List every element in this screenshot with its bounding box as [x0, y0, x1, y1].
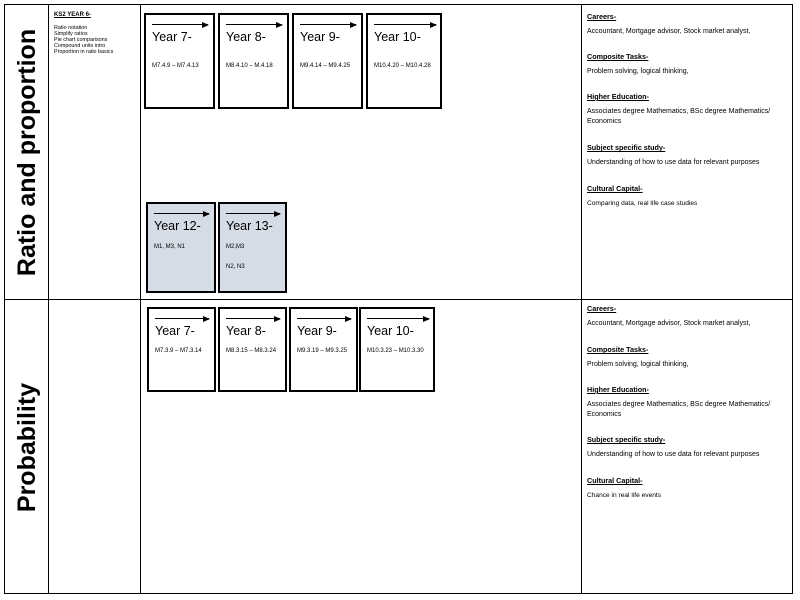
info-heading: Careers-: [587, 304, 617, 313]
year-title: Year 12-: [154, 219, 201, 233]
arrow-icon: [226, 213, 280, 214]
info-entry-subject-study: [587, 143, 787, 168]
topic-label-probability: [8, 300, 48, 594]
info-heading: Higher Education-: [587, 92, 649, 101]
info-heading: Composite Tasks-: [587, 345, 649, 354]
info-entry-subject-study: [587, 435, 787, 460]
info-entry-higher-education: [587, 385, 787, 420]
topic-title: Probability: [13, 382, 42, 512]
info-entry-cultural-capital: [587, 184, 787, 209]
year-code: M10.3.23 – M10.3.30: [367, 348, 424, 354]
year-code: M1, M3, N1: [154, 244, 186, 250]
info-entry-cultural-capital: [587, 476, 787, 501]
topic-label-ratio: [8, 5, 48, 299]
info-heading: Careers-: [587, 12, 617, 21]
year-title: Year 7-: [152, 30, 192, 44]
year-title: Year 7-: [155, 324, 195, 338]
year-box: [218, 307, 287, 392]
info-entry-composite: [587, 345, 787, 370]
info-text: Associates degree Mathematics, BSc degree Mathematics/ Economics: [587, 401, 771, 418]
year-title: Year 8-: [226, 30, 266, 44]
info-heading: Higher Education-: [587, 385, 649, 394]
info-text: Problem solving, logical thinking,: [587, 68, 689, 75]
year-box: [218, 13, 289, 109]
ks2-title: KS2 YEAR 6-: [54, 12, 91, 18]
year-box: [359, 307, 435, 392]
year-box: [366, 13, 442, 109]
year-title: Year 10-: [374, 30, 421, 44]
info-heading: Cultural Capital-: [587, 476, 643, 485]
ks2-item: Ratio notation: [54, 25, 88, 31]
info-text: Associates degree Mathematics, BSc degree Mathematics/ Economics: [587, 108, 771, 125]
year-code: M9.4.14 – M9.4.25: [300, 63, 351, 69]
info-heading: Subject specific study-: [587, 435, 666, 444]
info-heading: Cultural Capital-: [587, 184, 643, 193]
info-heading: Subject specific study-: [587, 143, 666, 152]
ks2-item: Simplify ratios: [54, 31, 88, 37]
arrow-icon: [226, 24, 282, 25]
year-title: Year 9-: [297, 324, 337, 338]
ks2-item: Compound units intro: [54, 43, 106, 49]
arrow-icon: [154, 213, 209, 214]
info-text: Understanding of how to use data for relevant purposes: [587, 159, 760, 166]
info-text: Accountant, Mortgage advisor, Stock market analyst,: [587, 28, 751, 35]
year-box: [144, 13, 215, 109]
arrow-icon: [226, 318, 280, 319]
year-box: [289, 307, 358, 392]
year-title: Year 8-: [226, 324, 266, 338]
arrow-icon: [300, 24, 356, 25]
info-entry-composite: [587, 52, 787, 77]
topic-title: Ratio and proportion: [13, 28, 42, 276]
year-box-post16: [218, 202, 287, 293]
info-heading: Composite Tasks-: [587, 52, 649, 61]
year-title: Year 10-: [367, 324, 414, 338]
year-code: M7.3.9 – M7.3.14: [155, 348, 202, 354]
info-text: Chance in real life events: [587, 492, 662, 499]
year-title: Year 13-: [226, 219, 273, 233]
info-entry-careers: [587, 12, 787, 37]
year-code: M8.4.10 – M.4.18: [226, 63, 273, 69]
year-box: [147, 307, 216, 392]
row-divider: [5, 299, 792, 300]
arrow-icon: [367, 318, 429, 319]
year-box-post16: [146, 202, 216, 293]
ks2-item: Pie chart comparisons: [54, 37, 108, 43]
arrow-icon: [155, 318, 209, 319]
arrow-icon: [297, 318, 351, 319]
year-box: [292, 13, 363, 109]
year-code: M2,M3: [226, 244, 245, 250]
info-text: Accountant, Mortgage advisor, Stock market analyst,: [587, 320, 751, 327]
ks2-item: Proportion in ratio basics: [54, 49, 114, 55]
arrow-icon: [152, 24, 208, 25]
year-code: M9.3.19 – M9.3.25: [297, 348, 348, 354]
year-title: Year 9-: [300, 30, 340, 44]
info-text: Problem solving, logical thinking,: [587, 361, 689, 368]
arrow-icon: [374, 24, 436, 25]
year-code: M10.4.20 – M10.4.28: [374, 63, 431, 69]
year-code: M8.3.15 – M8.3.24: [226, 348, 277, 354]
info-text: Understanding of how to use data for relevant purposes: [587, 451, 760, 458]
info-text: Comparing data, real life case studies: [587, 200, 698, 207]
info-entry-careers: [587, 304, 787, 329]
ks2-summary: [54, 12, 140, 55]
year-code: M7.4.9 – M7.4.13: [152, 63, 199, 69]
year-code: N2, N3: [226, 264, 245, 270]
info-entry-higher-education: [587, 92, 787, 127]
